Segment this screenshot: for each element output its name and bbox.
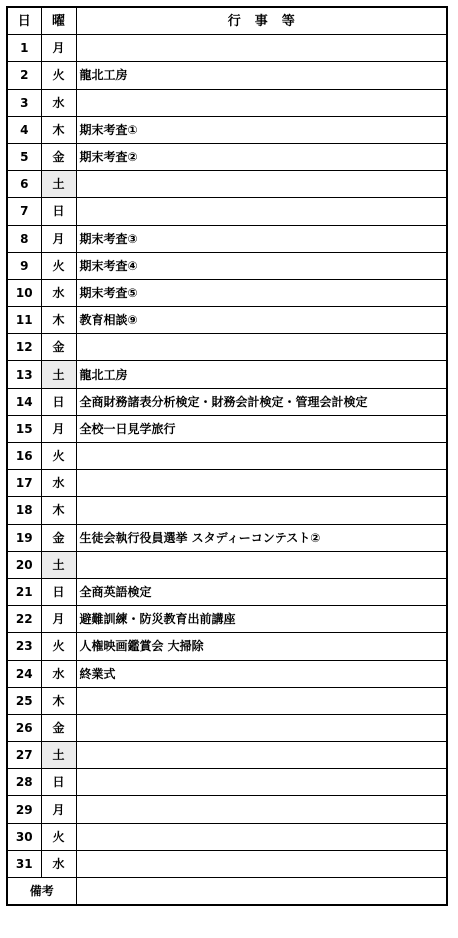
table-row [7,551,447,578]
weekday-cell: 木 [41,307,76,334]
event-cell: 生徒会執行役員選挙 スタディーコンテスト② [76,524,447,551]
table-row [7,742,447,769]
table-row [7,388,447,415]
table-row [7,578,447,605]
day-cell: 8 [7,225,41,252]
weekday-cell: 金 [41,524,76,551]
weekday-cell: 日 [41,198,76,225]
table-row [7,198,447,225]
weekday-cell: 日 [41,388,76,415]
weekday-cell: 土 [41,361,76,388]
day-cell: 26 [7,714,41,741]
weekday-cell: 火 [41,633,76,660]
weekday-cell: 土 [41,171,76,198]
day-cell: 15 [7,415,41,442]
event-cell: 期末考査② [76,143,447,170]
weekday-cell: 水 [41,470,76,497]
weekday-cell: 火 [41,443,76,470]
day-cell: 3 [7,89,41,116]
day-cell: 14 [7,388,41,415]
day-cell: 13 [7,361,41,388]
notes-label: 備考 [7,878,76,906]
day-cell: 20 [7,551,41,578]
weekday-cell: 火 [41,62,76,89]
event-cell [76,497,447,524]
table-row [7,769,447,796]
weekday-cell: 水 [41,89,76,116]
table-row [7,524,447,551]
event-cell [76,769,447,796]
day-cell: 24 [7,660,41,687]
event-cell: 龍北工房 [76,62,447,89]
weekday-cell: 土 [41,742,76,769]
day-cell: 12 [7,334,41,361]
event-cell: 期末考査④ [76,252,447,279]
event-cell [76,742,447,769]
weekday-cell: 日 [41,769,76,796]
event-cell: 人権映画鑑賞会 大掃除 [76,633,447,660]
notes-row [7,878,447,906]
weekday-cell: 金 [41,334,76,361]
weekday-cell: 水 [41,660,76,687]
day-cell: 9 [7,252,41,279]
weekday-cell: 木 [41,687,76,714]
header-row [7,7,447,35]
event-cell [76,35,447,62]
notes-field[interactable] [76,878,447,906]
weekday-cell: 月 [41,796,76,823]
event-cell: 全校一日見学旅行 [76,415,447,442]
table-row [7,714,447,741]
table-row [7,62,447,89]
day-cell: 16 [7,443,41,470]
table-row [7,823,447,850]
day-cell: 1 [7,35,41,62]
table-row [7,497,447,524]
day-cell: 17 [7,470,41,497]
weekday-cell: 水 [41,279,76,306]
table-row [7,660,447,687]
weekday-cell: 水 [41,850,76,877]
weekday-cell: 月 [41,225,76,252]
weekday-cell: 月 [41,606,76,633]
day-cell: 11 [7,307,41,334]
day-cell: 4 [7,116,41,143]
table-row [7,796,447,823]
table-row [7,850,447,877]
day-cell: 25 [7,687,41,714]
weekday-cell: 月 [41,35,76,62]
table-row [7,361,447,388]
day-cell: 27 [7,742,41,769]
day-cell: 22 [7,606,41,633]
event-cell: 全商英語検定 [76,578,447,605]
table-row [7,225,447,252]
event-cell: 全商財務諸表分析検定・財務会計検定・管理会計検定 [76,388,447,415]
header-events: 行事等 [76,7,447,35]
event-cell: 期末考査⑤ [76,279,447,306]
event-cell [76,470,447,497]
event-cell [76,551,447,578]
event-cell: 期末考査① [76,116,447,143]
day-cell: 28 [7,769,41,796]
weekday-cell: 木 [41,497,76,524]
day-cell: 6 [7,171,41,198]
table-row [7,89,447,116]
event-cell [76,714,447,741]
table-row [7,443,447,470]
event-cell [76,89,447,116]
weekday-cell: 木 [41,116,76,143]
event-cell: 期末考査③ [76,225,447,252]
weekday-cell: 火 [41,823,76,850]
event-cell [76,171,447,198]
event-cell [76,850,447,877]
table-row [7,35,447,62]
day-cell: 30 [7,823,41,850]
table-row [7,470,447,497]
table-row [7,171,447,198]
table-row [7,334,447,361]
table-row [7,252,447,279]
day-cell: 7 [7,198,41,225]
weekday-cell: 土 [41,551,76,578]
event-cell: 終業式 [76,660,447,687]
day-cell: 10 [7,279,41,306]
event-cell [76,796,447,823]
weekday-cell: 火 [41,252,76,279]
day-cell: 23 [7,633,41,660]
day-cell: 5 [7,143,41,170]
day-cell: 21 [7,578,41,605]
weekday-cell: 日 [41,578,76,605]
event-cell [76,198,447,225]
event-calendar-table [6,6,448,906]
weekday-cell: 金 [41,714,76,741]
calendar-rows [7,35,447,878]
day-cell: 19 [7,524,41,551]
table-row [7,606,447,633]
weekday-cell: 金 [41,143,76,170]
table-row [7,279,447,306]
weekday-cell: 月 [41,415,76,442]
table-row [7,116,447,143]
table-row [7,307,447,334]
day-cell: 29 [7,796,41,823]
event-cell: 龍北工房 [76,361,447,388]
header-day: 日 [7,7,41,35]
day-cell: 2 [7,62,41,89]
table-row [7,415,447,442]
event-cell [76,687,447,714]
event-cell [76,443,447,470]
event-cell [76,334,447,361]
event-cell: 教育相談⑨ [76,307,447,334]
table-row [7,633,447,660]
day-cell: 18 [7,497,41,524]
header-weekday: 曜 [41,7,76,35]
event-cell: 避難訓練・防災教育出前講座 [76,606,447,633]
event-cell [76,823,447,850]
day-cell: 31 [7,850,41,877]
table-row [7,143,447,170]
table-row [7,687,447,714]
